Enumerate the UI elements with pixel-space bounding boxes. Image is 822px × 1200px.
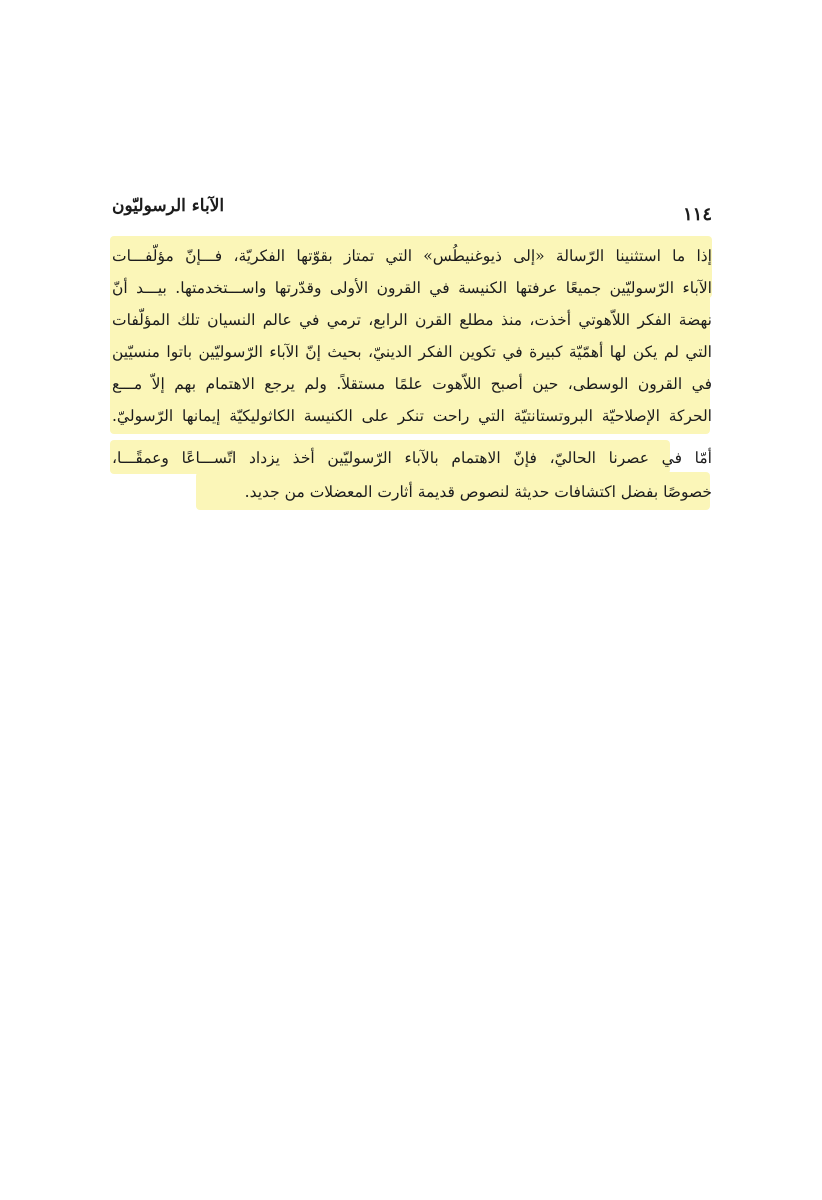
- text-line: إذا ما استثنينا الرّسالة «إلى ذيوغنيطُس» التي تمتاز بقوّتها الفكريّة، فـــإنّ مؤلّفـــات: [112, 247, 712, 265]
- text-line: أمّا في عصرنا الحاليّ، فإنّ الاهتمام بالآباء الرّسوليّين أخذ يزداد اتّســـاعًا وعمقًـــا،: [112, 449, 712, 467]
- text-line: في القرون الوسطى، حين أصبح اللاّهوت علمًا مستقلاً. ولم يرجع الاهتمام بهم إلاّ مـــع: [112, 375, 712, 393]
- page-number: ١١٤: [682, 204, 712, 225]
- text-line: الآباء الرّسوليّين جميعًا عرفتها الكنيسة في القرون الأولى وقدّرتها واســـتخدمتها. بيـــد أنّ: [112, 279, 712, 297]
- text-line: التي لم يكن لها أهمّيّة كبيرة في تكوين الفكر الدينيّ، بحيث إنّ الآباء الرّسوليّين باتوا منسيّين: [112, 343, 712, 361]
- text-line: الحركة الإصلاحيّة البروتستانتيّة التي راحت تنكر على الكنيسة الكاثوليكيّة إيمانها الرّسوليّ.: [112, 407, 712, 425]
- text-line: نهضة الفكر اللاّهوتي أخذت، منذ مطلع القرن الرابع، ترمي في عالم النسيان تلك المؤلّفات: [112, 311, 712, 329]
- running-title: الآباء الرسوليّون: [112, 196, 225, 216]
- text-line: خصوصًا بفضل اكتشافات حديثة لنصوص قديمة أثارت المعضلات من جديد.: [244, 483, 712, 501]
